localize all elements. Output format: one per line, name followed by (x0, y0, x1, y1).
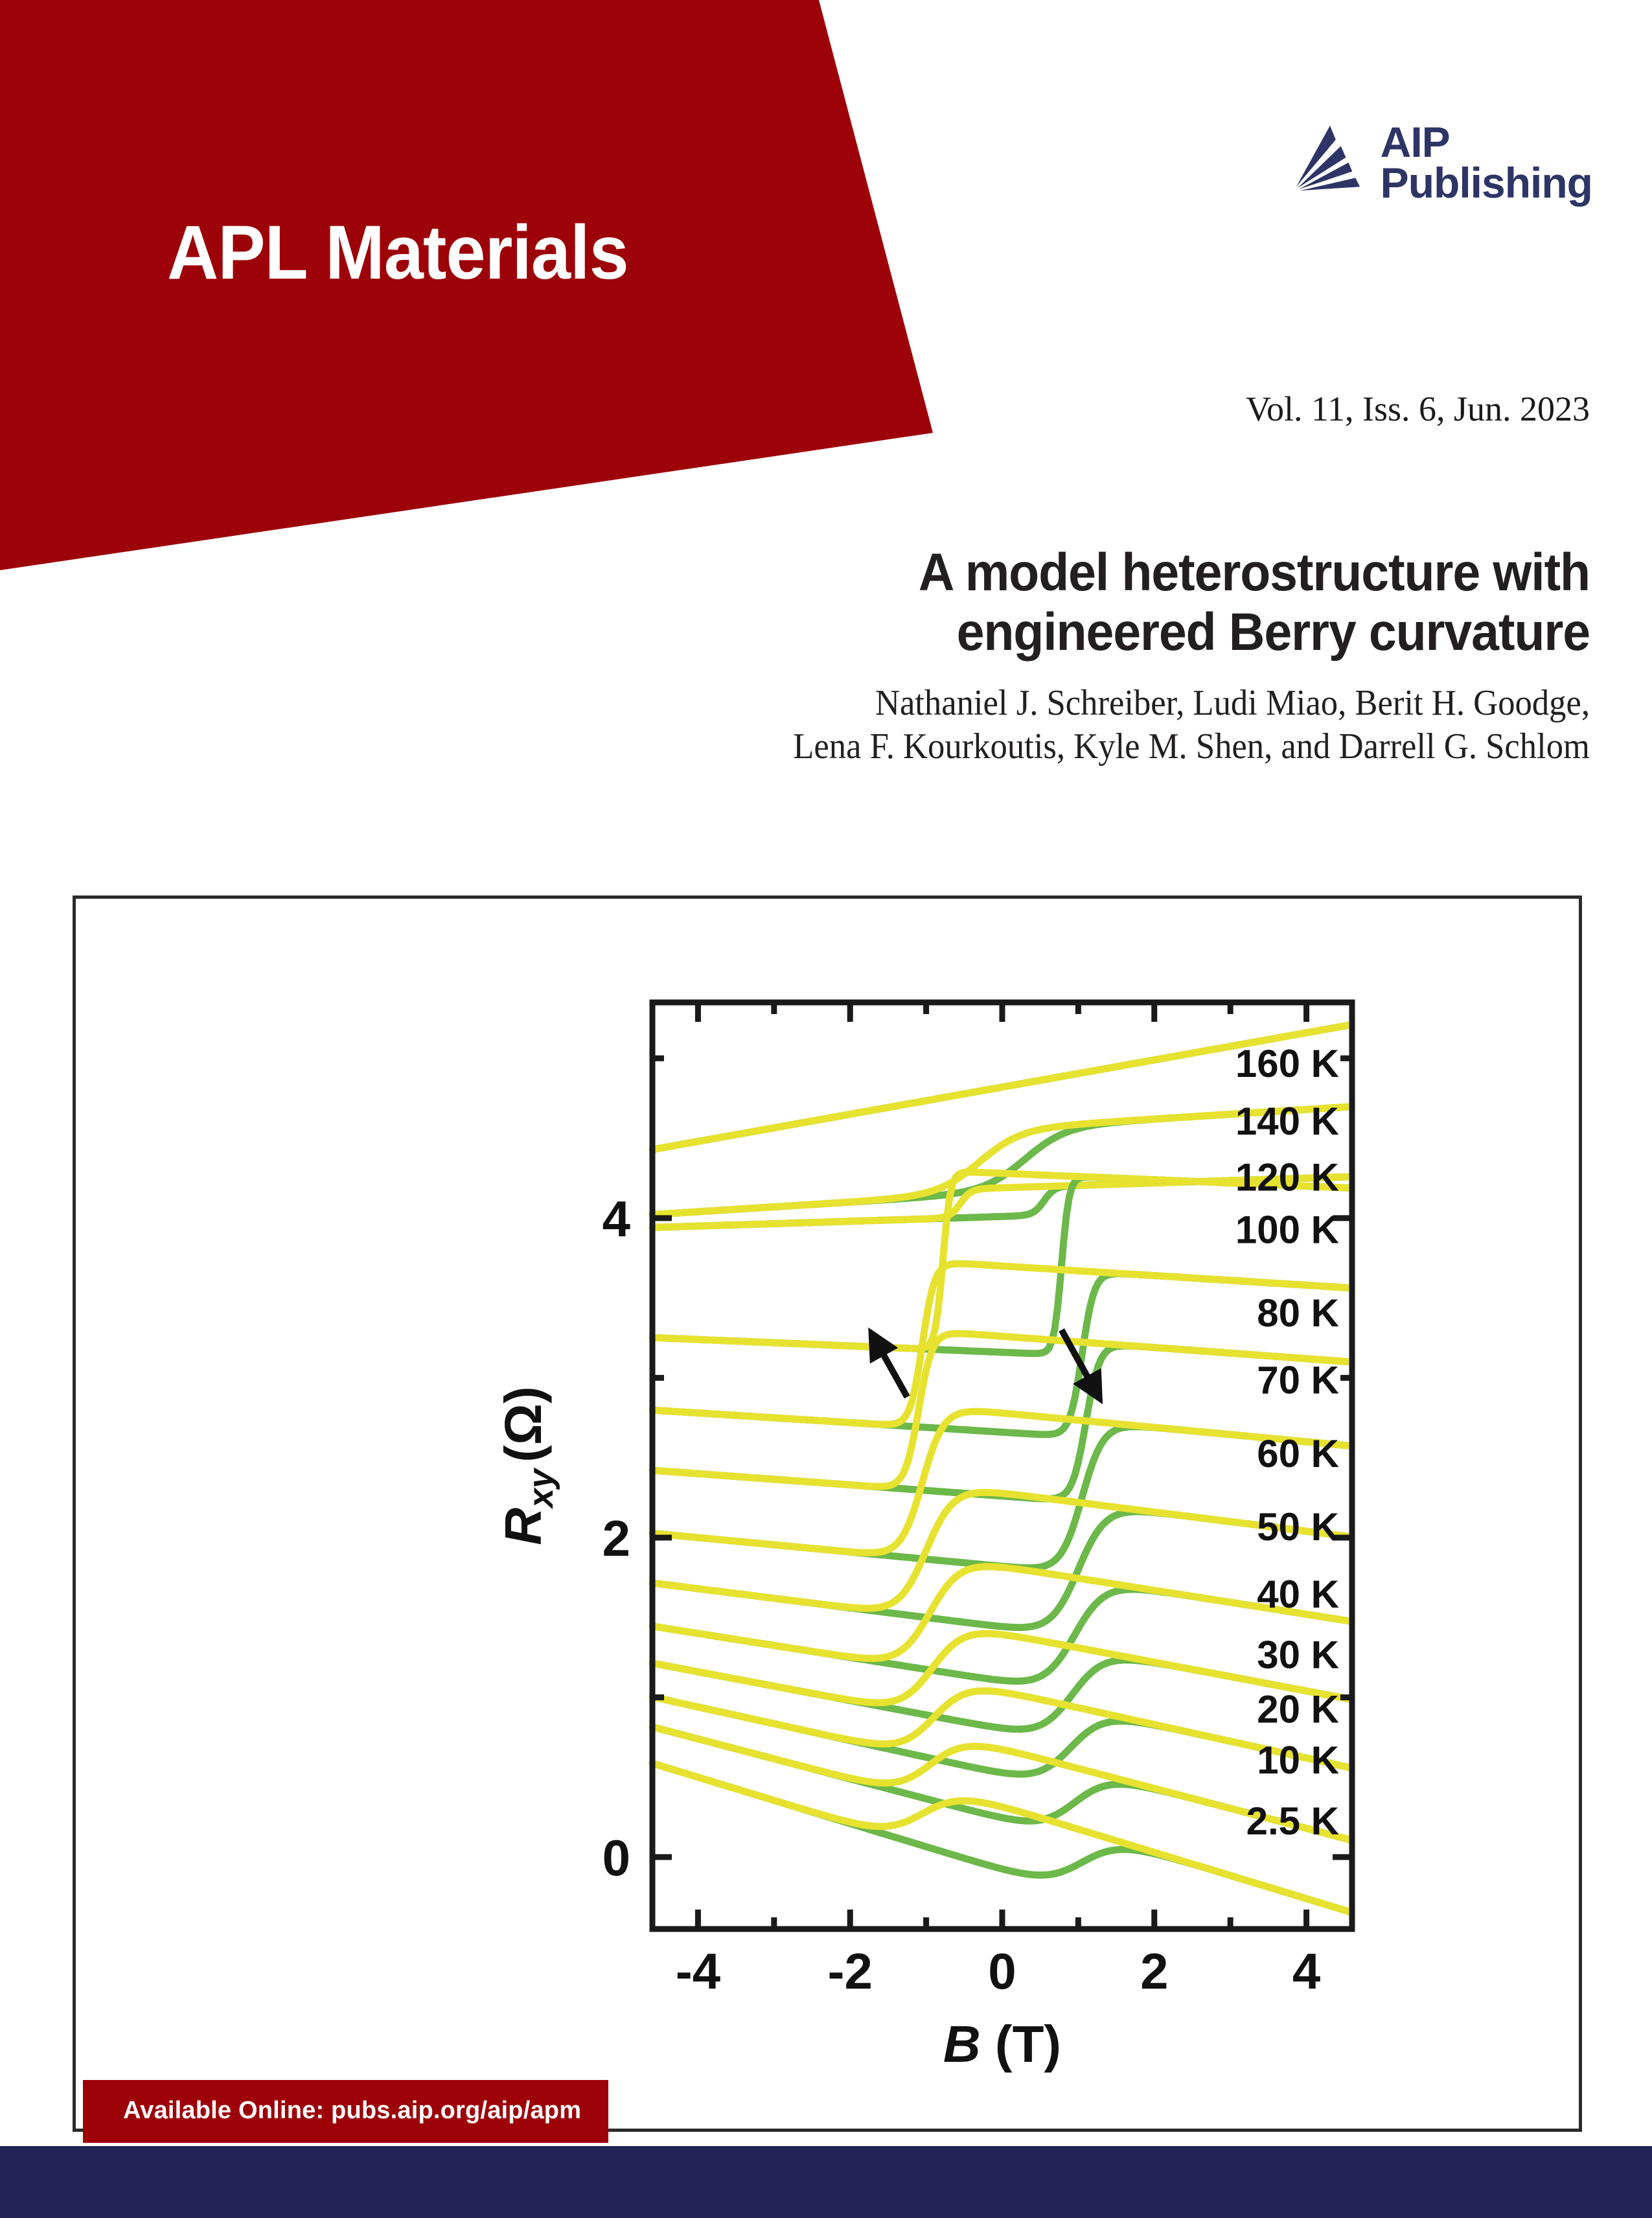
curve-temperature-label: 100 K (1235, 1208, 1339, 1252)
curve-temperature-label: 80 K (1257, 1291, 1339, 1335)
available-online-banner[interactable]: Available Online: pubs.aip.org/aip/apm (83, 2080, 608, 2143)
footer-bar (0, 2146, 1652, 2218)
article-title (689, 543, 1590, 662)
aip-wordmark (1380, 118, 1592, 207)
curve-temperature-label: 10 K (1257, 1739, 1339, 1783)
curve-temperature-label: 60 K (1257, 1431, 1339, 1475)
authors-line2: Lena F. Kourkoutis, Kyle M. Shen, and Darrell G. Schlom (793, 726, 1590, 767)
up-sweep-arrow (871, 1333, 907, 1397)
curve-temperature-label: 30 K (1257, 1633, 1339, 1677)
curve-temperature-label: 120 K (1235, 1155, 1339, 1199)
aip-logo-line1: AIP (1380, 118, 1450, 166)
cover-figure-frame (73, 895, 1582, 2132)
aip-rays-mark (1290, 121, 1366, 197)
y-axis-label (494, 1386, 560, 1545)
curve-sweep-up (652, 1697, 1352, 1774)
issue-line: Vol. 11, Iss. 6, Jun. 2023 (1245, 389, 1590, 428)
y-tick-label: 2 (602, 1509, 630, 1567)
curve-temperature-label: 2.5 K (1246, 1799, 1339, 1843)
curve-temperature-label: 160 K (1235, 1042, 1339, 1086)
journal-title: APL Materials (167, 210, 628, 295)
cover-figure (76, 899, 1579, 2129)
x-tick-label: -2 (827, 1943, 873, 2000)
curve-temperature-label: 20 K (1257, 1687, 1339, 1731)
svg-text:Rxy(Ω): $R_{xy}(\Omega)$ (494, 1386, 560, 1545)
aip-logo-line2: Publishing (1380, 159, 1592, 207)
article-authors (689, 682, 1590, 768)
curve-sweep-down (652, 1567, 1352, 1659)
article-block (631, 543, 1590, 768)
curve-temperature-label: 40 K (1257, 1572, 1339, 1616)
curve-temperature-label: 70 K (1257, 1358, 1339, 1402)
x-tick-label: 2 (1140, 1943, 1169, 2000)
curve-sweep-down (652, 1492, 1352, 1608)
aip-publishing-logo (1290, 118, 1592, 207)
article-title-line2: engineered Berry curvature (956, 602, 1590, 662)
y-tick-label: 4 (602, 1190, 630, 1247)
article-title-line1: A model heterostructure with (918, 543, 1590, 602)
curve-temperature-label: 50 K (1257, 1505, 1339, 1549)
x-axis-label: B (T) (943, 2015, 1062, 2073)
x-tick-label: 0 (988, 1943, 1016, 2000)
hysteresis-plot (490, 976, 1384, 2078)
x-tick-label: -4 (675, 1943, 721, 2000)
authors-line1: Nathaniel J. Schreiber, Ludi Miao, Berit H. Goodge, (875, 682, 1590, 723)
x-tick-label: 4 (1292, 1943, 1321, 2000)
curve-temperature-label: 140 K (1235, 1099, 1339, 1143)
hysteresis-plot-svg (490, 976, 1384, 2078)
y-tick-label: 0 (602, 1829, 630, 1887)
